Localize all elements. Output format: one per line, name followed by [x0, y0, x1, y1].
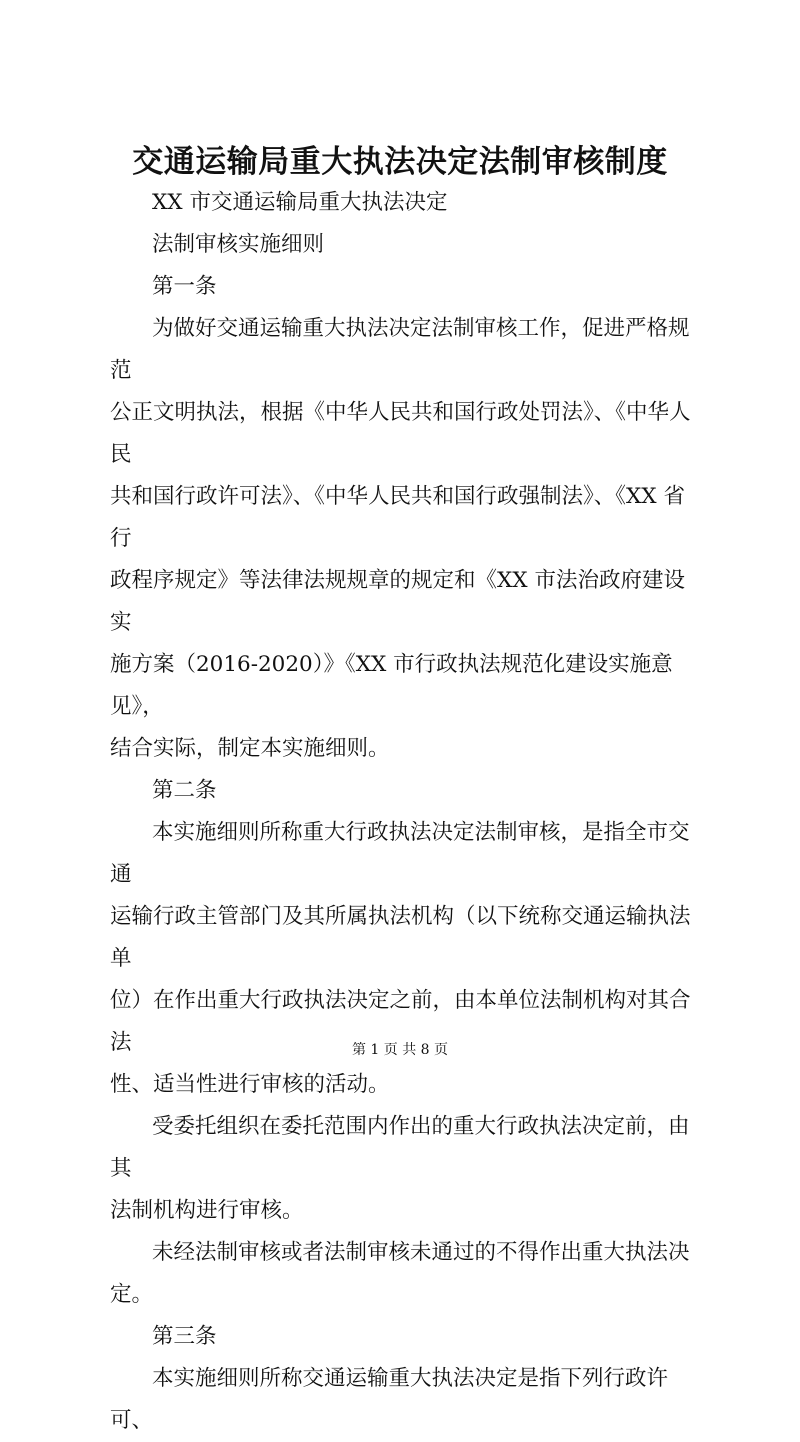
- text-line: 结合实际，制定本实施细则。: [110, 736, 390, 761]
- text-line: XX 市交通运输局重大执法决定: [152, 190, 448, 215]
- article-heading: 第一条: [152, 274, 217, 299]
- text-line: 公正文明执法，根据《中华人民共和国行政处罚法》、《中华人民: [110, 400, 691, 467]
- text-line: 法制机构进行审核。: [110, 1198, 304, 1223]
- text-line: 性、适当性进行审核的活动。: [110, 1072, 390, 1097]
- text-line: 定。: [110, 1282, 154, 1307]
- text-line: 法制审核实施细则: [152, 232, 325, 257]
- text-line: 位）在作出重大行政执法决定之前，由本单位法制机构对其合法: [110, 988, 691, 1055]
- article-heading: 第二条: [152, 778, 217, 803]
- text-line: 为做好交通运输重大执法决定法制审核工作，促进严格规范: [110, 316, 690, 383]
- text-line: 施方案（2016-2020）》《XX 市行政执法规范化建设实施意见》，: [110, 652, 673, 719]
- text-line: 本实施细则所称交通运输重大执法决定是指下列行政许可、: [110, 1366, 669, 1433]
- page-number-footer: 第 1 页 共 8 页: [351, 1042, 449, 1058]
- document-body: [110, 182, 702, 1442]
- article-heading: 第三条: [152, 1324, 217, 1349]
- text-line: 受委托组织在委托范围内作出的重大行政执法决定前，由其: [110, 1114, 690, 1181]
- text-line: 政程序规定》等法律法规规章的规定和《XX 市法治政府建设实: [110, 568, 685, 635]
- text-line: 运输行政主管部门及其所属执法机构（以下统称交通运输执法单: [110, 904, 691, 971]
- document-title: 交通运输局重大执法决定法制审核制度: [132, 144, 668, 180]
- text-line: 本实施细则所称重大行政执法决定法制审核，是指全市交通: [110, 820, 690, 887]
- text-line: 未经法制审核或者法制审核未通过的不得作出重大执法决: [152, 1240, 690, 1265]
- text-line: 共和国行政许可法》、《中华人民共和国行政强制法》、《XX 省行: [110, 484, 685, 551]
